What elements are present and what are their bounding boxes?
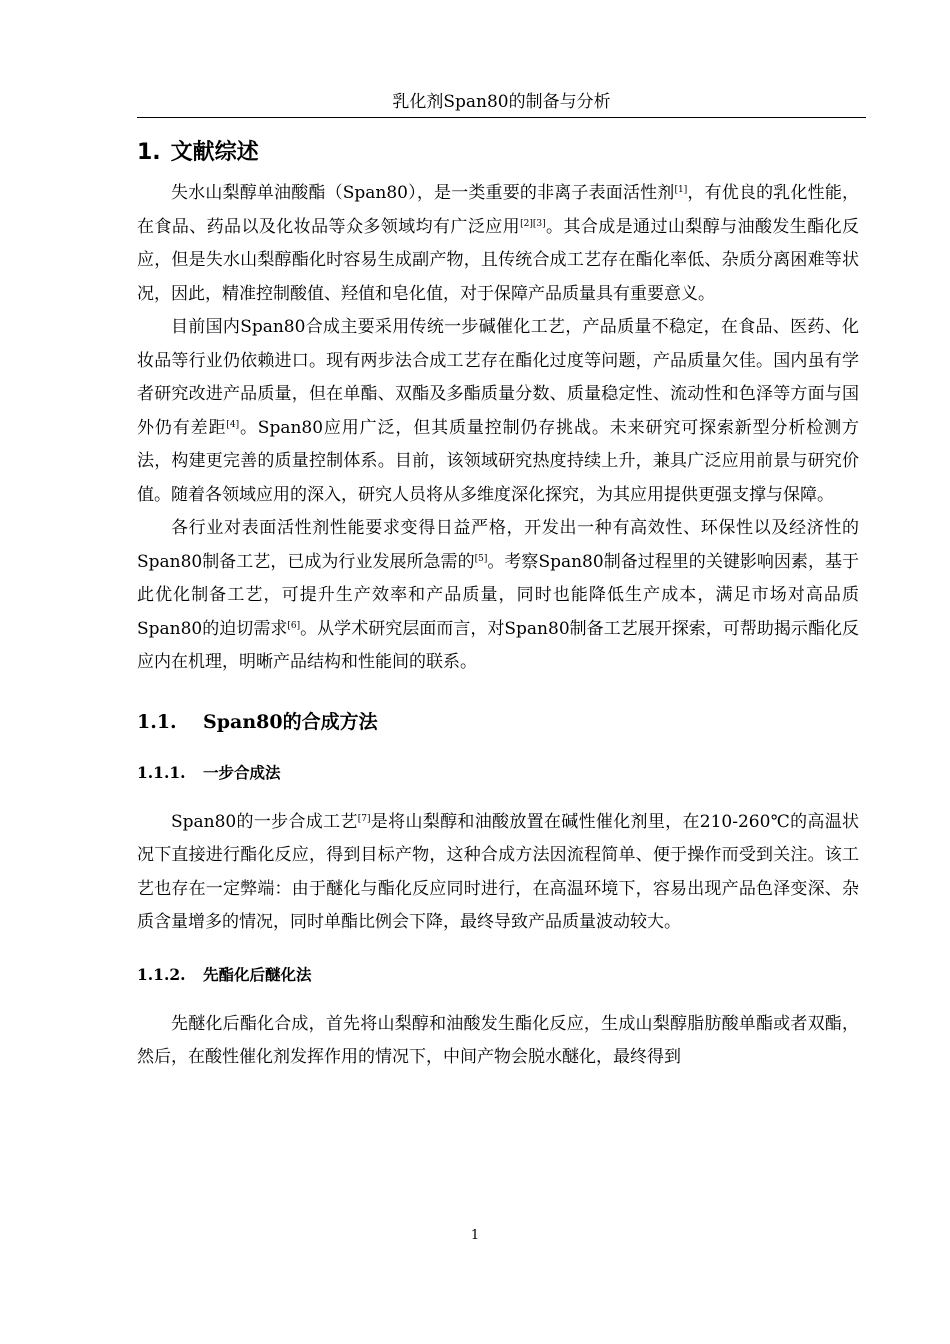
text-run: 失水山梨醇单油酸酯（Span80），是一类重要的非离子表面活性剂: [171, 183, 675, 203]
section-number: 1.: [137, 140, 161, 165]
page-body: [137, 135, 859, 1075]
text-run: 目前国内Span80合成主要采用传统一步碱催化工艺，产品质量不稳定，在食品、医药、化妆品等行业仍依赖进口。现有两步法合成工艺存在酯化过度等问题，产品质量欠佳。国内虽有学者研究改进产品质量，但在单酯、双酯及多酯质量分数、质量稳定性、流动性和色泽等方面与国外仍有差距: [137, 317, 859, 438]
paragraph-1: [137, 177, 859, 311]
citation[interactable]: [1]: [674, 185, 688, 195]
subsection-heading: [137, 706, 859, 738]
paragraph-4: [137, 806, 859, 940]
text-run: 。其合成是通过山梨醇与油酸发生酯化反应，但是失水山梨醇酯化时容易生成副产物，且传统合成工艺存在酯化率低、杂质分离困难等状况，因此，精准控制酸值、羟值和皂化值，对于保障产品质量具有重要意义。: [137, 216, 860, 304]
text-run: Span80的一步合成工艺: [171, 811, 358, 832]
paragraph-3: [137, 512, 859, 680]
text-run: ，有优良的乳化性能，在食品、药品以及化妆品等众多领域均有广泛应用: [137, 183, 860, 237]
subsubsection-heading: [137, 760, 859, 786]
subsection-number: 1.1.: [137, 710, 177, 733]
section-title: 文献综述: [170, 140, 259, 165]
subsubsection-number: 1.1.1.: [137, 762, 186, 782]
paragraph-5: [137, 1008, 859, 1075]
page-number: 1: [470, 1228, 480, 1243]
citation[interactable]: [4]: [226, 419, 240, 430]
citation[interactable]: [6]: [287, 620, 301, 631]
running-header: 乳化剂Span80的制备与分析: [392, 92, 611, 112]
section-heading: [137, 135, 859, 171]
subsubsection-title: 先酯化后醚化法: [203, 965, 312, 984]
citation[interactable]: [5]: [474, 553, 488, 564]
paragraph-2: [137, 311, 859, 512]
text-run: 是将山梨醇和油酸放置在碱性催化剂里，在210-260℃的高温状况下直接进行酯化反应，得到目标产物，这种合成方法因流程简单、便于操作而受到关注。该工艺也存在一定弊端：由于醚化与酯化反应同时进行，在高温环境下，容易出现产品色泽变深、杂质含量增多的情况，同时单酯比例会下降，最终导致产品质量波动较大。: [137, 811, 860, 932]
text-run: 。考察Span80制备过程里的关键影响因素，基于此优化制备工艺，可提升生产效率和产品质量，同时也能降低生产成本，满足市场对高品质Span80的迫切需求: [137, 551, 859, 639]
subsubsection-number: 1.1.2.: [137, 964, 186, 984]
subsubsection-title: 一步合成法: [203, 763, 281, 782]
text-run: 。从学术研究层面而言，对Span80制备工艺展开探索，可帮助揭示酯化反应内在机理，明晰产品结构和性能间的联系。: [137, 618, 859, 672]
citation[interactable]: [2][3]: [520, 218, 546, 229]
subsubsection-heading: [137, 962, 859, 988]
text-run: 。Span80应用广泛，但其质量控制仍存挑战。未来研究可探索新型分析检测方法，构建更完善的质量控制体系。目前，该领域研究热度持续上升，兼具广泛应用前景与研究价值。随着各领域应用的深入，研究人员将从多维度深化探究，为其应用提供更强支撑与保障。: [137, 417, 859, 505]
subsection-title: Span80的合成方法: [203, 710, 378, 733]
citation[interactable]: [7]: [357, 813, 371, 824]
text-run: 先醚化后酯化合成，首先将山梨醇和油酸发生酯化反应，生成山梨醇脂肪酸单酯或者双酯，然后，在酸性催化剂发挥作用的情况下，中间产物会脱水醚化，最终得到: [137, 1013, 859, 1067]
text-run: 各行业对表面活性剂性能要求变得日益严格，开发出一种有高效性、环保性以及经济性的Span80制备工艺，已成为行业发展所急需的: [137, 518, 859, 572]
header-divider: [137, 117, 866, 118]
